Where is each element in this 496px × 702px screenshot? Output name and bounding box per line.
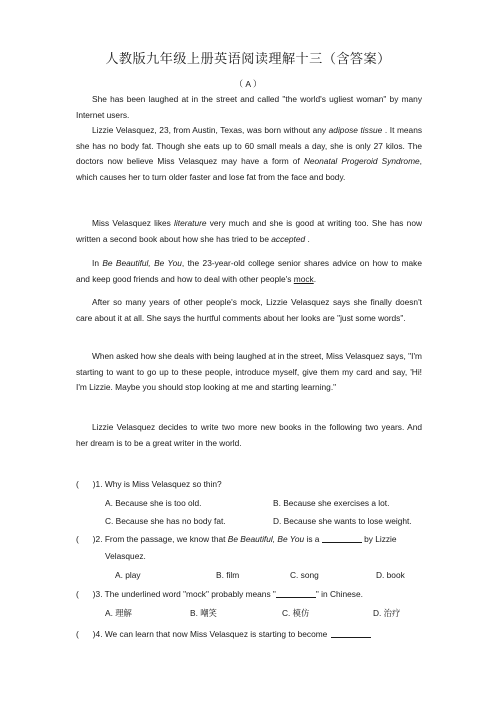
question-3	[76, 588, 363, 600]
paragraph-2-text-b: . It means she has no body fat. Though she eats up to 60 small meals a day, she is only 27 kilos. The doctors now believe Miss Velasquez may have a form of	[76, 125, 423, 166]
paragraph-4	[76, 256, 422, 287]
answer-paren: (	[76, 629, 79, 639]
term-literature: literature	[174, 218, 207, 228]
q2-option-d: D. book	[376, 570, 405, 580]
answer-paren: (	[76, 589, 79, 599]
paragraph-2	[76, 123, 422, 185]
question-2	[76, 533, 397, 545]
answer-blank	[276, 588, 316, 598]
q2-option-c: C. song	[290, 570, 319, 580]
term-neonatal-progeroid: Neonatal Progeroid Syndrome	[303, 156, 420, 166]
q1-option-c: C. Because she has no body fat.	[105, 516, 226, 526]
question-3-stem-b: " in Chinese.	[315, 589, 363, 599]
question-4-stem: )4. We can learn that now Miss Velasquez is starting to become	[92, 629, 328, 639]
q1-option-b: B. Because she exercises a lot.	[273, 498, 390, 508]
question-4	[76, 628, 371, 640]
term-adipose-tissue: adipose tissue	[328, 125, 383, 135]
paragraph-4-text-b: , the 23-year-old college senior shares advice on how to make and keep good friends and how to deal with other people's	[76, 258, 422, 284]
answer-paren: (	[76, 479, 79, 489]
paragraph-4-text-a: In	[92, 258, 103, 268]
question-2-book-title: Be Beautiful, Be You	[227, 534, 305, 544]
answer-paren: (	[76, 534, 79, 544]
book-title: Be Beautiful, Be You	[102, 258, 182, 268]
q2-option-a: A. play	[115, 570, 141, 580]
question-1	[76, 478, 222, 490]
page-title: 人教版九年级上册英语阅读理解十三（含答案）	[105, 52, 391, 67]
section-label: （ A ）	[234, 79, 262, 89]
answer-blank	[322, 533, 362, 543]
paragraph-3-text-b: very much and she is good at writing too. She has now written a second book about how she has tried to be	[76, 218, 422, 244]
answer-blank	[331, 628, 371, 638]
paragraph-6: When asked how she deals with being laughed at in the street, Miss Velasquez says, "I'm starting to want to go up to these people, introduce myself, give them my card and say, 'Hi! I'm Lizzie. Maybe you should stop looking at me and starting learning."	[76, 351, 422, 392]
underlined-word-mock: mock	[293, 273, 314, 284]
term-accepted: accepted	[271, 233, 306, 244]
q3-option-a: A. 理解	[105, 608, 132, 618]
paragraph-1: She has been laughed at in the street and called "the world's ugliest woman" by many Internet users.	[76, 94, 422, 120]
paragraph-7: Lizzie Velasquez decides to write two more new books in the following two years. And her dream is to be a great writer in the world.	[76, 422, 422, 448]
question-2-stem-d: by Lizzie	[361, 534, 397, 544]
paragraph-3-text-a: Miss Velasquez likes	[92, 218, 175, 228]
paragraph-4-text-c: .	[313, 273, 317, 284]
q3-option-b: B. 嘲笑	[190, 608, 217, 618]
paragraph-3	[76, 216, 422, 247]
paragraph-3-text-c: .	[305, 233, 310, 244]
q1-option-a: A. Because she is too old.	[105, 498, 202, 508]
q3-option-c: C. 模仿	[282, 608, 310, 618]
paragraph-5: After so many years of other people's mock, Lizzie Velasquez says she finally doesn't care about it at all. She says the hurtful comments about her looks are "just some words".	[76, 297, 422, 323]
q2-option-b: B. film	[216, 570, 240, 580]
paragraph-2-text-a: Lizzie Velasquez, 23, from Austin, Texas, was born without any	[92, 125, 329, 135]
question-3-stem-a: )3. The underlined word "mock" probably means "	[92, 589, 276, 599]
question-2-continuation: Velasquez.	[105, 551, 146, 561]
question-2-stem-a: )2. From the passage, we know that	[92, 534, 228, 544]
question-2-stem-c: is a	[304, 534, 322, 544]
q1-option-d: D. Because she wants to lose weight.	[273, 516, 412, 526]
question-1-stem: )1. Why is Miss Velasquez so thin?	[92, 479, 222, 489]
q3-option-d: D. 治疗	[373, 608, 401, 618]
paragraph-2-text-c: , which causes her to turn older faster and lose fat from the face and body.	[76, 156, 422, 182]
